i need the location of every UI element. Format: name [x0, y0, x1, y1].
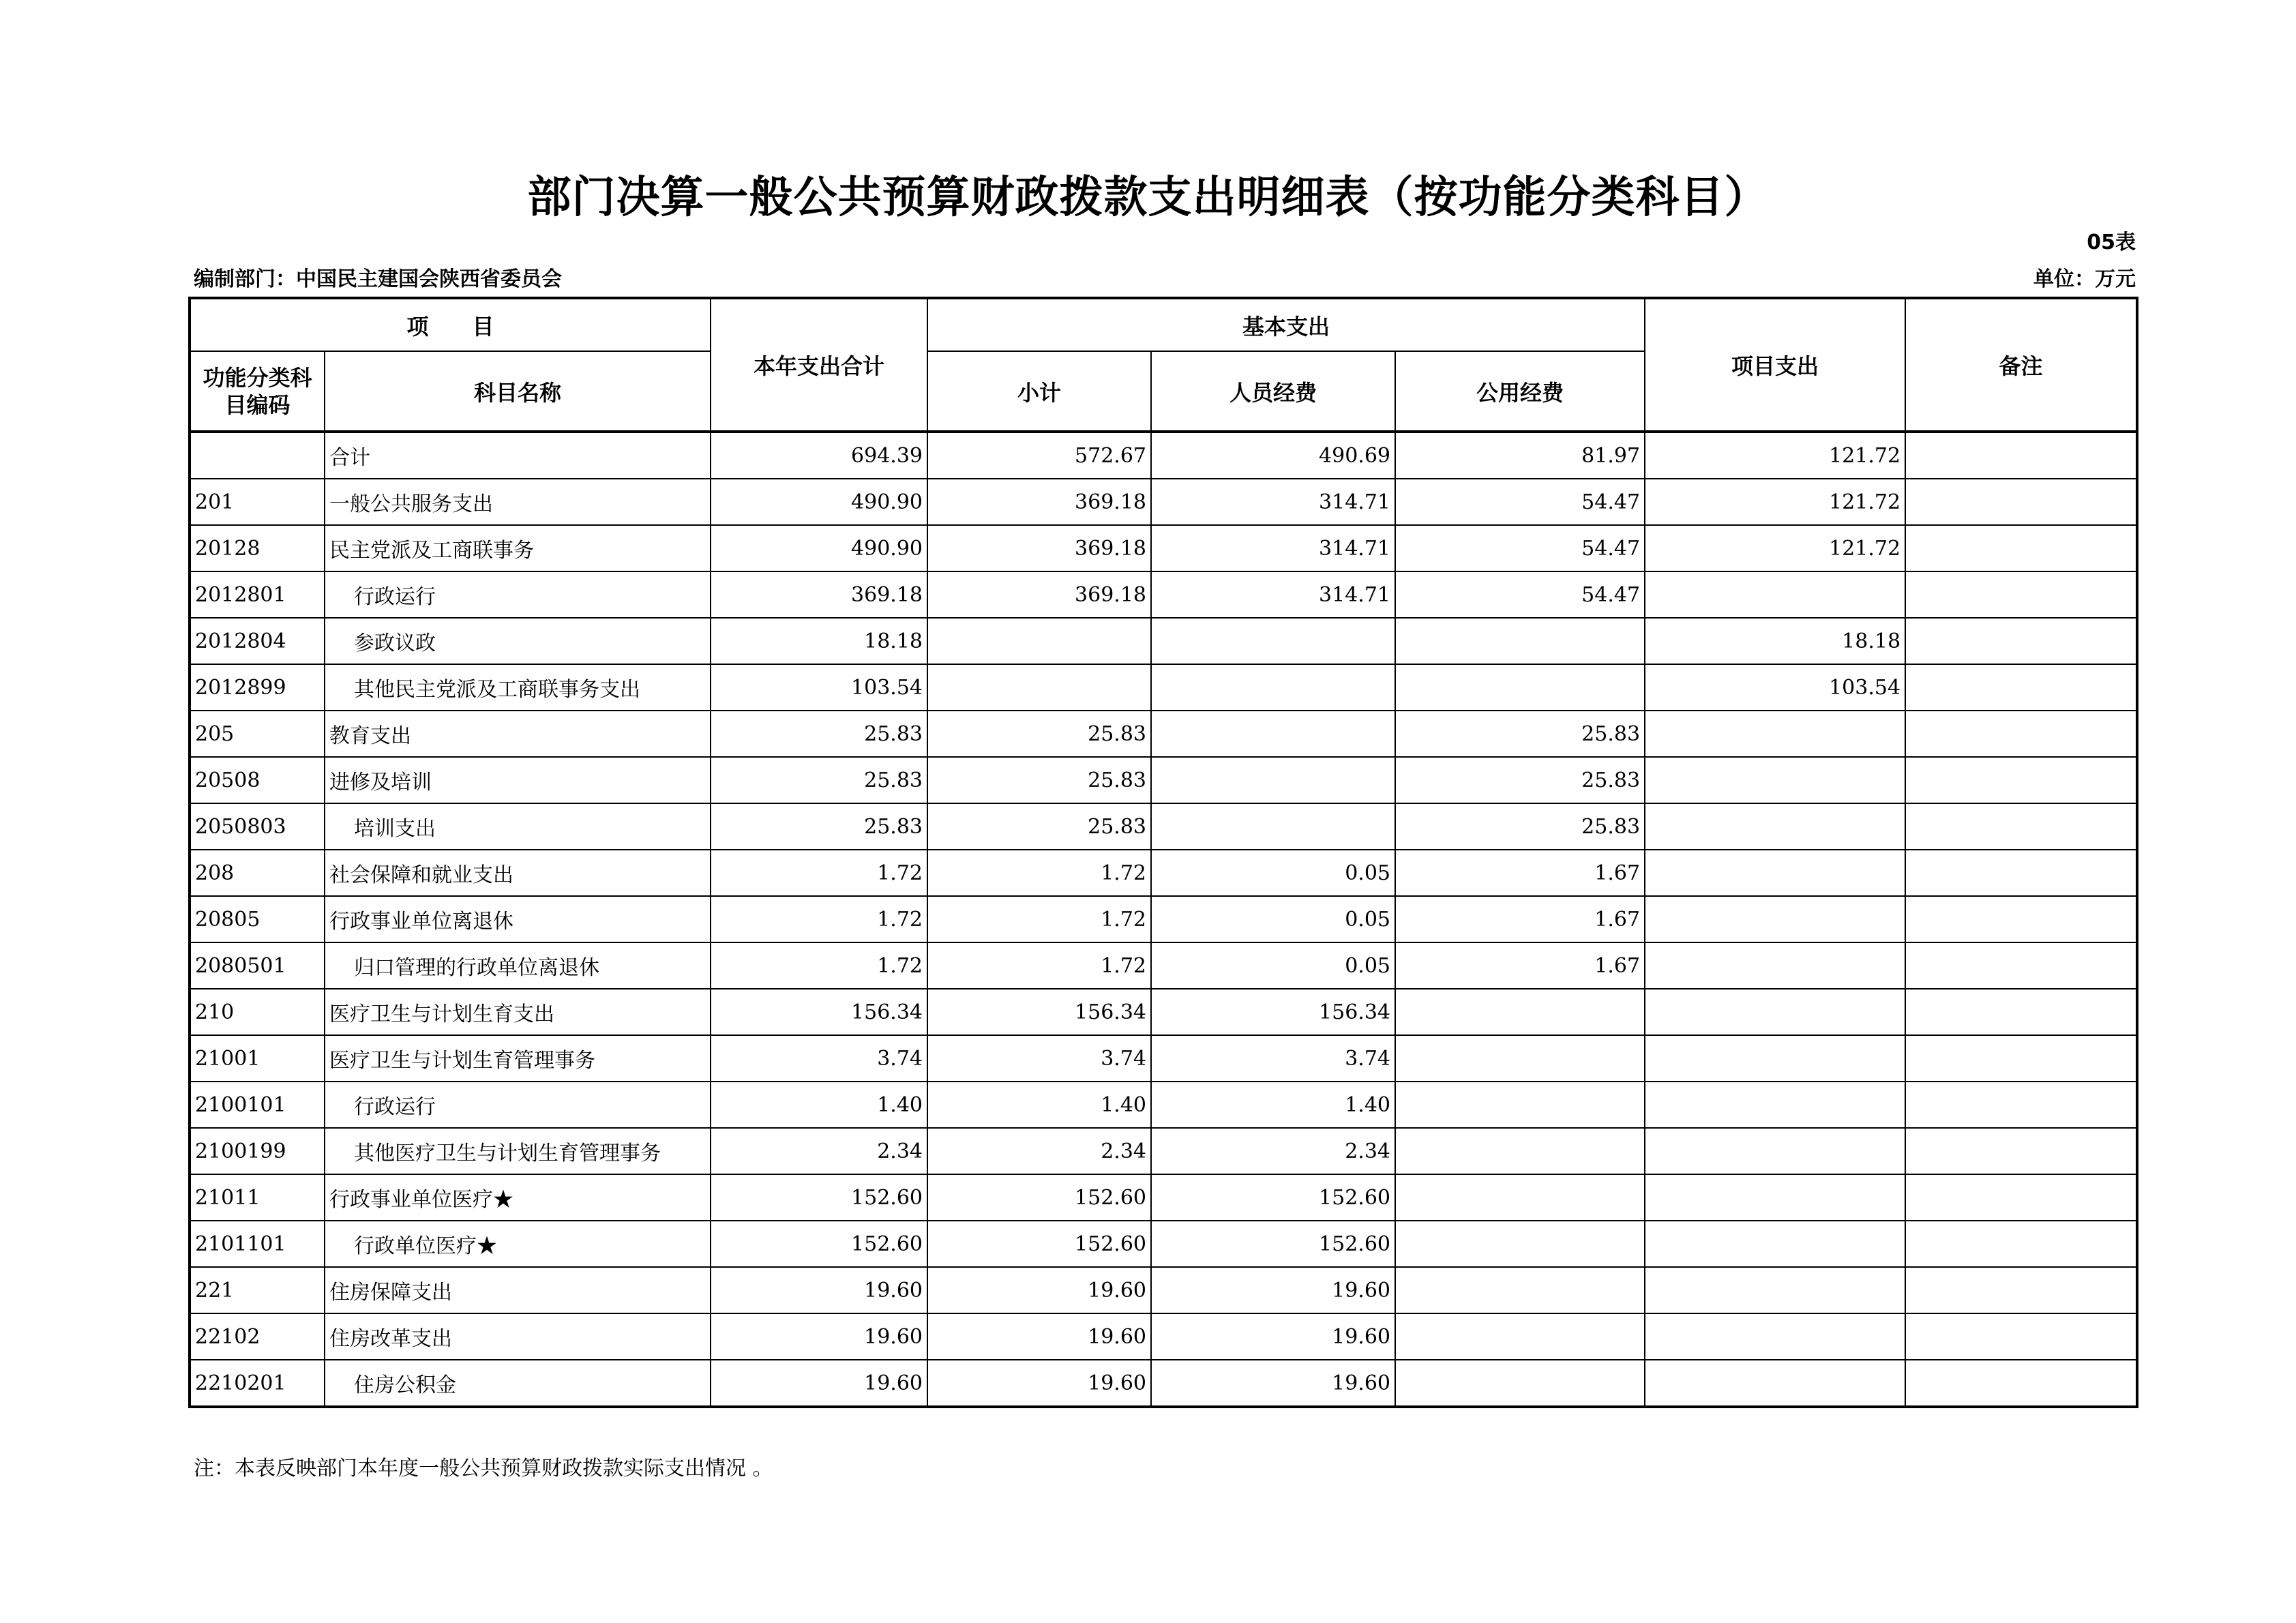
cell-personnel: 0.05 [1151, 850, 1395, 896]
cell-total: 25.83 [711, 757, 927, 803]
cell-project: 18.18 [1645, 618, 1905, 664]
table-row [190, 432, 2137, 479]
header-personnel: 人员经费 [1151, 351, 1395, 432]
cell-project [1645, 1267, 1905, 1313]
cell-project: 103.54 [1645, 664, 1905, 711]
cell-name: 教育支出 [325, 711, 711, 757]
table-row [190, 989, 2137, 1035]
table-row [190, 1267, 2137, 1313]
cell-project: 121.72 [1645, 479, 1905, 525]
cell-name: 社会保障和就业支出 [325, 850, 711, 896]
table-row [190, 1035, 2137, 1082]
cell-code: 20128 [190, 525, 325, 571]
cell-public: 81.97 [1395, 432, 1645, 479]
cell-code: 205 [190, 711, 325, 757]
cell-code: 2080501 [190, 942, 325, 989]
cell-public [1395, 1035, 1645, 1082]
table-row [190, 942, 2137, 989]
cell-name: 合计 [325, 432, 711, 479]
cell-public: 25.83 [1395, 711, 1645, 757]
cell-subtotal: 369.18 [927, 571, 1151, 618]
cell-code: 21011 [190, 1174, 325, 1221]
cell-code: 2210201 [190, 1360, 325, 1407]
cell-total: 19.60 [711, 1360, 927, 1407]
cell-name: 住房保障支出 [325, 1267, 711, 1313]
cell-project [1645, 1035, 1905, 1082]
cell-code: 2100101 [190, 1082, 325, 1128]
cell-project [1645, 1313, 1905, 1360]
page-title: 部门决算一般公共预算财政拨款支出明细表（按功能分类科目） [527, 173, 1769, 223]
cell-public: 54.47 [1395, 571, 1645, 618]
cell-personnel: 314.71 [1151, 525, 1395, 571]
cell-personnel: 490.69 [1151, 432, 1395, 479]
expenditure-table [188, 297, 2138, 1408]
cell-personnel: 3.74 [1151, 1035, 1395, 1082]
cell-subtotal [927, 618, 1151, 664]
cell-subtotal: 19.60 [927, 1313, 1151, 1360]
cell-name: 医疗卫生与计划生育支出 [325, 989, 711, 1035]
cell-subtotal: 25.83 [927, 803, 1151, 850]
cell-remark [1905, 850, 2137, 896]
table-row [190, 757, 2137, 803]
cell-public: 25.83 [1395, 803, 1645, 850]
cell-personnel: 152.60 [1151, 1174, 1395, 1221]
cell-personnel: 314.71 [1151, 571, 1395, 618]
cell-project [1645, 850, 1905, 896]
cell-project [1645, 571, 1905, 618]
table-row [190, 479, 2137, 525]
cell-public [1395, 1267, 1645, 1313]
cell-remark [1905, 479, 2137, 525]
cell-name: 民主党派及工商联事务 [325, 525, 711, 571]
cell-name: 其他民主党派及工商联事务支出 [325, 664, 711, 711]
cell-remark [1905, 989, 2137, 1035]
cell-remark [1905, 1313, 2137, 1360]
cell-name: 行政单位医疗★ [325, 1221, 711, 1267]
cell-public: 25.83 [1395, 757, 1645, 803]
cell-name: 培训支出 [325, 803, 711, 850]
cell-public: 54.47 [1395, 479, 1645, 525]
cell-personnel: 19.60 [1151, 1267, 1395, 1313]
cell-total: 2.34 [711, 1128, 927, 1174]
cell-remark [1905, 1128, 2137, 1174]
cell-total: 156.34 [711, 989, 927, 1035]
header-remark: 备注 [1905, 298, 2137, 432]
table-row [190, 803, 2137, 850]
cell-project [1645, 711, 1905, 757]
cell-code: 20508 [190, 757, 325, 803]
cell-code: 2101101 [190, 1221, 325, 1267]
cell-personnel: 152.60 [1151, 1221, 1395, 1267]
cell-code: 2012899 [190, 664, 325, 711]
cell-name: 参政议政 [325, 618, 711, 664]
cell-total: 152.60 [711, 1221, 927, 1267]
table-row [190, 850, 2137, 896]
cell-personnel [1151, 618, 1395, 664]
header-code: 功能分类科目编码 [190, 351, 325, 432]
cell-code: 221 [190, 1267, 325, 1313]
footnote: 注：本表反映部门本年度一般公共预算财政拨款实际支出情况 。 [194, 1457, 773, 1480]
cell-project [1645, 942, 1905, 989]
cell-code: 201 [190, 479, 325, 525]
cell-total: 18.18 [711, 618, 927, 664]
cell-public [1395, 1221, 1645, 1267]
cell-project [1645, 1174, 1905, 1221]
cell-subtotal: 1.40 [927, 1082, 1151, 1128]
cell-remark [1905, 1221, 2137, 1267]
cell-code: 2012804 [190, 618, 325, 664]
cell-total: 1.72 [711, 896, 927, 942]
table-row [190, 1221, 2137, 1267]
cell-name: 行政运行 [325, 1082, 711, 1128]
table-header [190, 298, 2137, 432]
cell-subtotal: 369.18 [927, 525, 1151, 571]
table-row [190, 1082, 2137, 1128]
cell-subtotal: 152.60 [927, 1174, 1151, 1221]
cell-public [1395, 989, 1645, 1035]
cell-subtotal: 3.74 [927, 1035, 1151, 1082]
cell-subtotal: 572.67 [927, 432, 1151, 479]
cell-code [190, 432, 325, 479]
cell-name: 住房改革支出 [325, 1313, 711, 1360]
cell-code: 2050803 [190, 803, 325, 850]
cell-project [1645, 989, 1905, 1035]
cell-subtotal: 1.72 [927, 850, 1151, 896]
cell-remark [1905, 942, 2137, 989]
cell-public [1395, 1313, 1645, 1360]
cell-remark [1905, 757, 2137, 803]
cell-total: 1.40 [711, 1082, 927, 1128]
table-body [190, 432, 2137, 1407]
unit-label: 单位：万元 [2033, 267, 2136, 291]
cell-name: 医疗卫生与计划生育管理事务 [325, 1035, 711, 1082]
cell-remark [1905, 1174, 2137, 1221]
cell-personnel [1151, 803, 1395, 850]
header-subtotal: 小计 [927, 351, 1151, 432]
cell-public [1395, 664, 1645, 711]
header-total: 本年支出合计 [711, 298, 927, 432]
cell-remark [1905, 803, 2137, 850]
cell-total: 490.90 [711, 479, 927, 525]
cell-name: 住房公积金 [325, 1360, 711, 1407]
cell-remark [1905, 618, 2137, 664]
cell-total: 25.83 [711, 711, 927, 757]
cell-project [1645, 757, 1905, 803]
cell-code: 2100199 [190, 1128, 325, 1174]
cell-subtotal: 19.60 [927, 1360, 1151, 1407]
cell-personnel: 19.60 [1151, 1313, 1395, 1360]
cell-total: 152.60 [711, 1174, 927, 1221]
cell-subtotal: 25.83 [927, 757, 1151, 803]
cell-total: 25.83 [711, 803, 927, 850]
cell-code: 2012801 [190, 571, 325, 618]
cell-remark [1905, 571, 2137, 618]
cell-remark [1905, 664, 2137, 711]
cell-personnel [1151, 664, 1395, 711]
cell-remark [1905, 1267, 2137, 1313]
cell-public: 1.67 [1395, 942, 1645, 989]
cell-personnel [1151, 711, 1395, 757]
cell-total: 19.60 [711, 1313, 927, 1360]
cell-remark [1905, 1082, 2137, 1128]
cell-subtotal: 1.72 [927, 942, 1151, 989]
cell-personnel [1151, 757, 1395, 803]
cell-subtotal: 152.60 [927, 1221, 1151, 1267]
cell-public [1395, 1082, 1645, 1128]
table-row [190, 571, 2137, 618]
table-row [190, 618, 2137, 664]
cell-personnel: 314.71 [1151, 479, 1395, 525]
cell-name: 行政运行 [325, 571, 711, 618]
cell-personnel: 1.40 [1151, 1082, 1395, 1128]
cell-project [1645, 896, 1905, 942]
cell-project [1645, 1360, 1905, 1407]
cell-total: 1.72 [711, 942, 927, 989]
cell-public: 54.47 [1395, 525, 1645, 571]
cell-code: 20805 [190, 896, 325, 942]
cell-public: 1.67 [1395, 896, 1645, 942]
header-public: 公用经费 [1395, 351, 1645, 432]
cell-total: 490.90 [711, 525, 927, 571]
cell-subtotal: 25.83 [927, 711, 1151, 757]
cell-project [1645, 1128, 1905, 1174]
cell-public [1395, 1360, 1645, 1407]
cell-subtotal: 369.18 [927, 479, 1151, 525]
header-basic: 基本支出 [927, 298, 1645, 351]
cell-code: 22102 [190, 1313, 325, 1360]
table-row [190, 525, 2137, 571]
cell-name: 行政事业单位医疗★ [325, 1174, 711, 1221]
cell-remark [1905, 896, 2137, 942]
cell-public [1395, 618, 1645, 664]
cell-subtotal [927, 664, 1151, 711]
header-item: 项 目 [190, 298, 711, 351]
cell-remark [1905, 432, 2137, 479]
cell-subtotal: 1.72 [927, 896, 1151, 942]
cell-personnel: 156.34 [1151, 989, 1395, 1035]
cell-project: 121.72 [1645, 525, 1905, 571]
table-row [190, 896, 2137, 942]
table-row [190, 1174, 2137, 1221]
cell-subtotal: 2.34 [927, 1128, 1151, 1174]
cell-total: 369.18 [711, 571, 927, 618]
cell-total: 694.39 [711, 432, 927, 479]
cell-public [1395, 1174, 1645, 1221]
cell-total: 3.74 [711, 1035, 927, 1082]
cell-project [1645, 1082, 1905, 1128]
cell-remark [1905, 525, 2137, 571]
cell-name: 进修及培训 [325, 757, 711, 803]
table-row [190, 1360, 2137, 1407]
table-row [190, 711, 2137, 757]
cell-name: 一般公共服务支出 [325, 479, 711, 525]
table-row [190, 1128, 2137, 1174]
cell-total: 19.60 [711, 1267, 927, 1313]
department-label: 编制部门：中国民主建国会陕西省委员会 [194, 267, 562, 291]
cell-personnel: 0.05 [1151, 896, 1395, 942]
cell-name: 归口管理的行政单位离退休 [325, 942, 711, 989]
cell-remark [1905, 1360, 2137, 1407]
cell-total: 103.54 [711, 664, 927, 711]
cell-code: 21001 [190, 1035, 325, 1082]
cell-name: 其他医疗卫生与计划生育管理事务 [325, 1128, 711, 1174]
cell-project [1645, 1221, 1905, 1267]
cell-personnel: 19.60 [1151, 1360, 1395, 1407]
cell-remark [1905, 1035, 2137, 1082]
header-project: 项目支出 [1645, 298, 1905, 432]
cell-project [1645, 803, 1905, 850]
cell-public: 1.67 [1395, 850, 1645, 896]
table-row [190, 1313, 2137, 1360]
cell-personnel: 2.34 [1151, 1128, 1395, 1174]
cell-public [1395, 1128, 1645, 1174]
cell-subtotal: 156.34 [927, 989, 1151, 1035]
cell-personnel: 0.05 [1151, 942, 1395, 989]
cell-name: 行政事业单位离退休 [325, 896, 711, 942]
cell-subtotal: 19.60 [927, 1267, 1151, 1313]
cell-code: 210 [190, 989, 325, 1035]
cell-remark [1905, 711, 2137, 757]
cell-project: 121.72 [1645, 432, 1905, 479]
table-number: 05表 [2087, 230, 2136, 254]
table-row [190, 664, 2137, 711]
cell-total: 1.72 [711, 850, 927, 896]
cell-code: 208 [190, 850, 325, 896]
header-name: 科目名称 [325, 351, 711, 432]
